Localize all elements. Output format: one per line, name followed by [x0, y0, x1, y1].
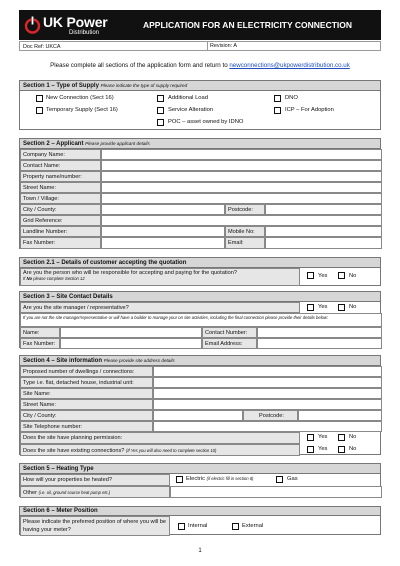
section-4-header	[20, 356, 380, 366]
site-contact-fax-label: Fax Number:	[20, 338, 60, 349]
section-2-title: Section 2 – Applicant	[23, 141, 84, 147]
section-5-title: Section 5 – Heating Type	[23, 466, 94, 472]
quotation-yes-checkbox[interactable]	[307, 272, 314, 279]
additional-load-checkbox[interactable]	[157, 95, 164, 102]
town-village-label: Town / Village:	[20, 193, 101, 204]
section-2-hint: Please provide applicant details	[85, 141, 150, 146]
doc-ref-bar	[19, 41, 381, 51]
meter-internal-label: Internal	[188, 523, 208, 529]
planning-no-checkbox[interactable]	[338, 434, 345, 441]
heating-electric-text: Electric	[186, 476, 206, 482]
site-contact-number-label: Contact Number:	[202, 327, 257, 338]
section-5-header	[20, 464, 380, 474]
contact-name-field[interactable]	[101, 160, 382, 171]
town-village-field[interactable]	[101, 193, 382, 204]
additional-load-label: Additional Load	[168, 95, 208, 101]
site-manager-yes-checkbox[interactable]	[307, 304, 314, 311]
site-manager-no-label: No	[349, 304, 357, 310]
site-city-label: City / County:	[20, 410, 153, 421]
logo-subtext: Distribution	[69, 30, 100, 36]
mobile-label: Mobile No:	[225, 226, 265, 237]
postcode-label: Postcode:	[225, 204, 265, 215]
quotation-question-cell	[20, 268, 300, 286]
intro-instruction: Please complete all sections of the application form and return to	[50, 62, 230, 69]
dwellings-field[interactable]	[153, 366, 382, 377]
site-telephone-label: Site Telephone number:	[20, 421, 153, 432]
page-number: 1	[198, 548, 202, 554]
meter-internal-checkbox[interactable]	[178, 523, 185, 530]
company-name-label: Company Name:	[20, 149, 101, 160]
section-1-hint: Please indicate the type of supply required	[100, 83, 188, 88]
existing-no-checkbox[interactable]	[338, 446, 345, 453]
uk-power-logo	[19, 10, 114, 40]
site-city-field[interactable]	[153, 410, 243, 421]
company-name-field[interactable]	[101, 149, 382, 160]
contact-name-label: Contact Name:	[20, 160, 101, 171]
existing-connections-question: Does the site have existing connections?	[23, 448, 125, 454]
poc-idno-checkbox[interactable]	[157, 119, 164, 126]
section-6-meter-position	[19, 506, 381, 535]
section-6-header	[20, 507, 380, 516]
power-symbol-icon	[24, 15, 41, 35]
site-contact-fax-field[interactable]	[60, 338, 202, 349]
planning-permission-question: Does the site have planning permission:	[20, 432, 300, 444]
landline-field[interactable]	[101, 226, 225, 237]
quotation-note	[23, 276, 299, 281]
revision: Revision: A	[207, 42, 237, 51]
property-type-field[interactable]	[153, 377, 382, 388]
icp-adoption-checkbox[interactable]	[274, 107, 281, 114]
section-2-1-title: Section 2.1 – Details of customer accepting the quotation	[23, 260, 187, 266]
section-5-heating-type	[19, 463, 381, 497]
site-manager-yes-label: Yes	[318, 304, 328, 310]
section-2-1-customer-quotation	[19, 257, 381, 286]
section-1-type-of-supply	[19, 80, 381, 130]
existing-yes-label: Yes	[318, 446, 328, 452]
planning-yes-label: Yes	[318, 434, 328, 440]
site-contact-note: If you are not the site manager/representative or will have a builder to manage your on site activities, including the final connection please provide their details below:	[20, 313, 382, 327]
heating-other-field[interactable]	[170, 486, 382, 498]
site-contact-email-field[interactable]	[257, 338, 382, 349]
section-2-applicant	[19, 138, 381, 249]
section-4-site-information	[19, 355, 381, 455]
postcode-field[interactable]	[265, 204, 382, 215]
existing-connections-cell	[20, 444, 300, 456]
quotation-yes-label: Yes	[318, 273, 328, 279]
quotation-note-no: No	[26, 276, 33, 281]
quotation-question: Are you the person who will be responsible for accepting and paying for the quotation?	[23, 270, 237, 276]
heating-gas-label: Gas	[287, 476, 298, 482]
heating-electric-note: (if electric fill in section 8)	[206, 476, 254, 481]
heating-question: How will your properties be heated?	[20, 474, 170, 486]
property-name-field[interactable]	[101, 171, 382, 182]
quotation-note-if: If	[23, 276, 27, 281]
fax-label: Fax Number:	[20, 237, 101, 249]
heating-other-text: Other	[23, 490, 37, 496]
section-4-hint: Please provide site address details	[103, 358, 175, 363]
site-manager-question: Are you the site manager / representative?	[20, 302, 300, 313]
form-title: APPLICATION FOR AN ELECTRICITY CONNECTION	[142, 20, 353, 30]
site-manager-no-checkbox[interactable]	[338, 304, 345, 311]
new-connection-label: New Connection (Sect 16)	[46, 95, 114, 101]
heating-gas-checkbox[interactable]	[276, 476, 283, 483]
dwellings-label: Proposed number of dwellings / connections:	[20, 366, 153, 377]
new-connection-checkbox[interactable]	[36, 95, 43, 102]
section-1-title: Section 1 – Type of Supply	[23, 83, 99, 89]
section-2-header	[20, 139, 380, 149]
existing-connections-note: (If Yes you will also need to complete section 10)	[125, 448, 217, 453]
street-name-label: Street Name:	[20, 182, 101, 193]
temporary-supply-label: Temporary Supply (Sect 16)	[46, 107, 118, 113]
section-1-header	[20, 81, 380, 91]
dno-label: DNO	[285, 95, 298, 101]
meter-external-checkbox[interactable]	[232, 523, 239, 530]
quotation-no-label: No	[349, 273, 357, 279]
existing-no-label: No	[349, 446, 357, 452]
site-contact-name-field[interactable]	[60, 327, 202, 338]
meter-position-question: Please indicate the preferred position of where you will be having your meter?	[20, 516, 170, 536]
property-type-label: Type i.e. flat, detached house, industrial unit:	[20, 377, 153, 388]
site-postcode-field[interactable]	[298, 410, 382, 421]
existing-yes-checkbox[interactable]	[307, 446, 314, 453]
dno-checkbox[interactable]	[274, 95, 281, 102]
fax-field[interactable]	[101, 237, 225, 249]
doc-ref: Doc Ref: UKCA	[23, 43, 61, 50]
logo-text: UK Power	[43, 14, 108, 30]
landline-label: Landline Number:	[20, 226, 101, 237]
intro-text	[19, 62, 381, 69]
contact-email-link[interactable]: newconnections@ukpowerdistribution.co.uk	[229, 62, 350, 69]
heating-other-note: (i.e. oil, ground source heat pump etc.)	[38, 490, 111, 495]
heating-other-label	[20, 486, 170, 498]
street-name-field[interactable]	[101, 182, 382, 193]
service-alteration-label: Service Alteration	[168, 107, 214, 113]
icp-adoption-label: ICP – For Adoption	[285, 107, 334, 113]
grid-reference-label: Grid Reference:	[20, 215, 101, 226]
site-contact-name-label: Name:	[20, 327, 60, 338]
meter-external-label: External	[242, 523, 264, 529]
email-field[interactable]	[265, 237, 382, 249]
section-2-1-header	[20, 258, 380, 268]
city-county-label: City / County:	[20, 204, 101, 215]
site-street-label: Street Name:	[20, 399, 153, 410]
section-3-title: Section 3 – Site Contact Details	[23, 294, 113, 300]
section-3-header	[20, 292, 380, 302]
site-contact-number-field[interactable]	[257, 327, 382, 338]
site-telephone-field[interactable]	[153, 421, 382, 432]
planning-yes-checkbox[interactable]	[307, 434, 314, 441]
site-name-field[interactable]	[153, 388, 382, 399]
email-label: Email:	[225, 237, 265, 249]
grid-reference-field[interactable]	[101, 215, 382, 226]
site-name-label: Site Name:	[20, 388, 153, 399]
property-name-label: Property name/number:	[20, 171, 101, 182]
site-postcode-label: Postcode:	[243, 410, 298, 421]
service-alteration-checkbox[interactable]	[157, 107, 164, 114]
planning-no-label: No	[349, 434, 357, 440]
heating-electric-checkbox[interactable]	[176, 476, 183, 483]
section-3-site-contact	[19, 291, 381, 348]
quotation-no-checkbox[interactable]	[338, 272, 345, 279]
mobile-field[interactable]	[265, 226, 382, 237]
section-4-title: Section 4 – Site information	[23, 358, 103, 364]
temporary-supply-checkbox[interactable]	[36, 107, 43, 114]
heating-electric-label	[186, 476, 253, 482]
city-county-field[interactable]	[101, 204, 225, 215]
section-6-title: Section 6 – Meter Position	[23, 508, 98, 514]
form-header	[19, 10, 381, 40]
quotation-note-text: please complete Section 12	[32, 276, 85, 281]
site-street-field[interactable]	[153, 399, 382, 410]
poc-idno-label: POC – asset owned by IDNO	[168, 119, 244, 125]
site-contact-email-label: Email Address:	[202, 338, 257, 349]
